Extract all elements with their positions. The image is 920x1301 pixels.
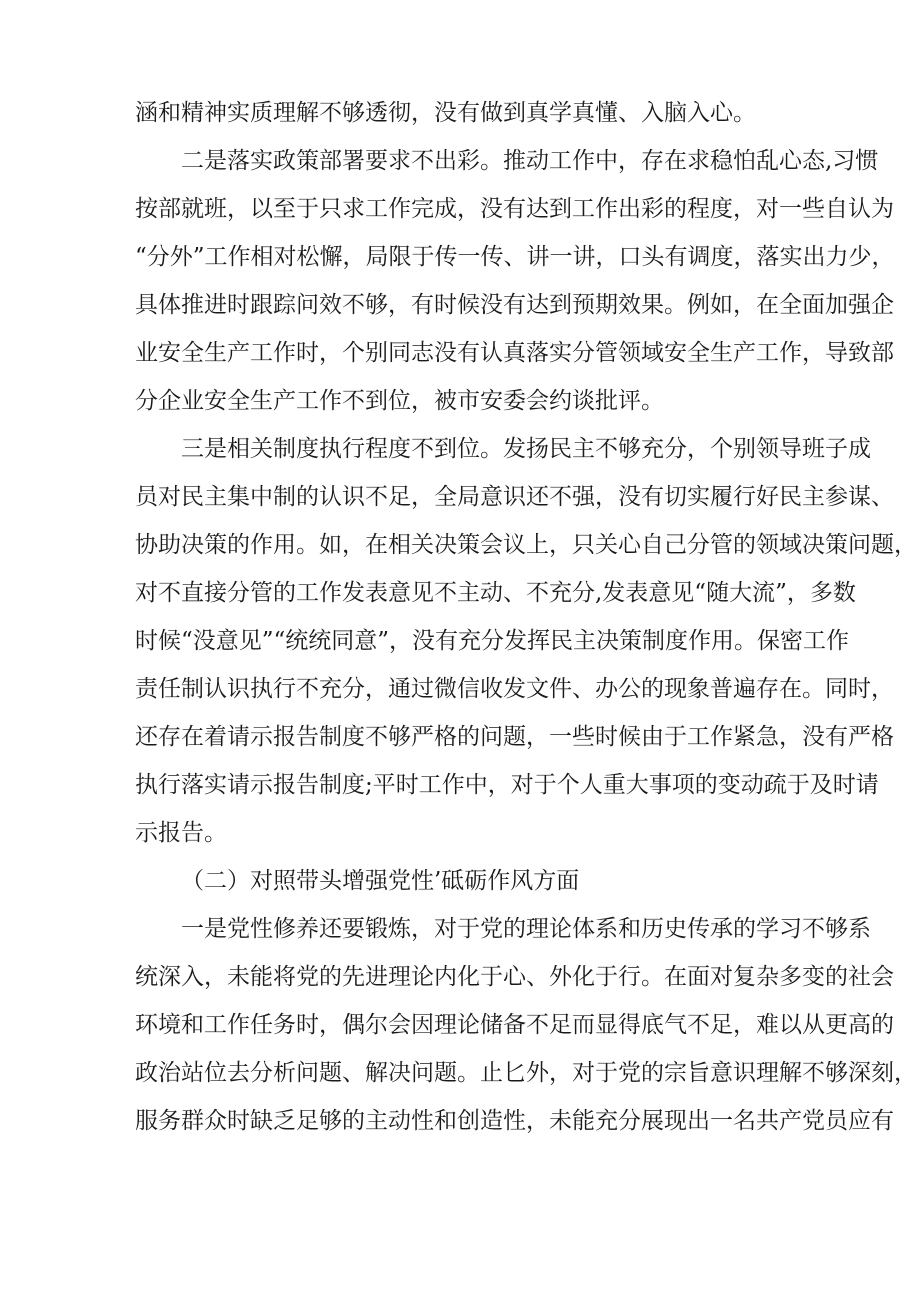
text-line: 责任制认识执行不充分，通过微信收发文件、办公的现象普遍存在。同时， [135,676,894,702]
text-line: “分外”工作相对松懈，局限于传一传、讲一讲，口头有调度，落实出力少， [135,244,895,270]
text-line: 员对民主集中制的认识不足，全局意识还不强，没有切实履行好民主参谋、 [135,484,894,510]
text-line: 执行落实请示报告制度;平时工作中，对于个人重大事项的变动疏于及时请 [135,772,879,798]
text-line: 涵和精神实质理解不够透彻，没有做到真学真懂、入脑入心。 [135,100,756,126]
text-line: 分企业安全生产工作不到位，被市安委会约谈批评。 [135,388,664,414]
text-line: 服务群众时缺乏足够的主动性和创造性，未能充分展现出一名共产党员应有 [135,1108,894,1134]
text-line: 业安全生产工作时，个别同志没有认真落实分管领域安全生产工作，导致部 [135,340,894,366]
text-line: 统深入，未能将党的先进理论内化于心、外化于行。在面对复杂多变的社会 [135,964,894,990]
text-line: 示报告。 [135,820,227,846]
text-line: 环境和工作任务时，偶尔会因理论储备不足而显得底气不足，难以从更高的 [135,1012,894,1038]
paragraph-first-line: 二是落实政策部署要求不出彩。推动工作中，存在求稳怕乱心态,习惯 [181,148,879,174]
text-line: 政治站位去分析问题、解决问题。止匕外，对于党的宗旨意识理解不够深刻， [135,1060,917,1086]
section-heading: （二）对照带头增强党性’砥砺作风方面 [181,868,580,894]
paragraph-first-line: 一是党性修养还要锻炼，对于党的理论体系和历史传承的学习不够系 [181,916,871,942]
text-line: 协助决策的作用。如，在相关决策会议上，只关心自己分管的领域决策问题， [135,532,917,558]
text-line: 时候“没意见”“统统同意”，没有充分发挥民主决策制度作用。保密工作 [135,628,850,654]
paragraph-first-line: 三是相关制度执行程度不到位。发扬民主不够充分，个别领导班子成 [181,436,871,462]
text-line: 按部就班，以至于只求工作完成，没有达到工作出彩的程度，对一些自认为 [135,196,894,222]
text-line: 具体推进时跟踪问效不够，有时候没有达到预期效果。例如，在全面加强企 [135,292,894,318]
text-line: 还存在着请示报告制度不够严格的问题，一些时候由于工作紧急，没有严格 [135,724,894,750]
text-line: 对不直接分管的工作发表意见不主动、不充分,发表意见“随大流”，多数 [135,580,856,606]
